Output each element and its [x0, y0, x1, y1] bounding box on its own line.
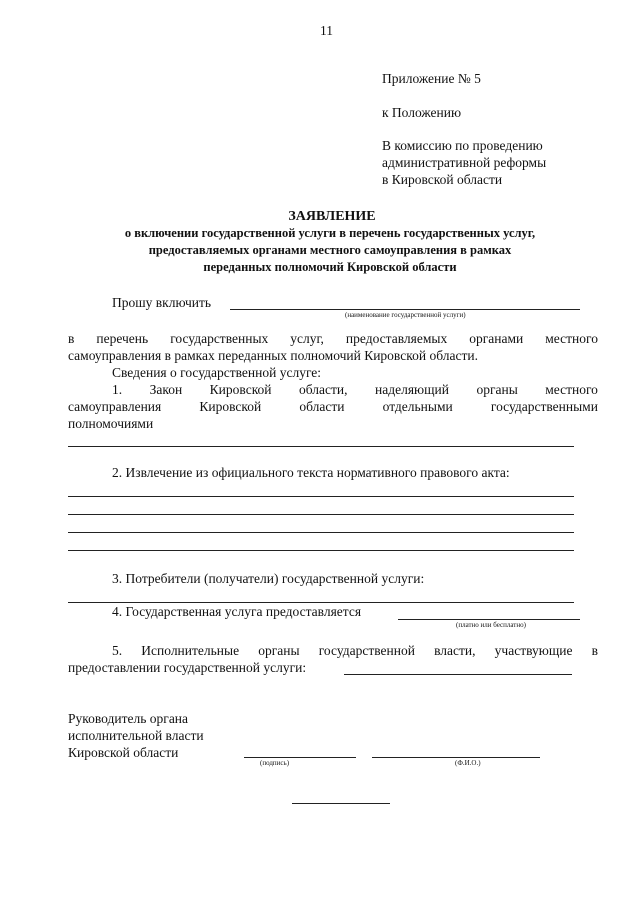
- recipient-block: [382, 137, 546, 188]
- signature-hint: (подпись): [260, 759, 290, 767]
- item1-line1: 1. Закон Кировской области, наделяющий органы местного: [112, 382, 598, 397]
- item3-label: 3. Потребители (получатели) государственной услуги:: [112, 571, 425, 586]
- document-subtitle: [60, 225, 600, 276]
- page-number: 11: [320, 23, 333, 38]
- appendix-reference: к Положению: [382, 105, 462, 120]
- request-label: Прошу включить: [112, 295, 212, 310]
- full-name-hint: (Ф.И.О.): [455, 759, 481, 767]
- item2-answer-line[interactable]: [68, 550, 574, 551]
- item4-label: 4. Государственная услуга предоставляется: [112, 604, 362, 619]
- document-title: ЗАЯВЛЕНИЕ: [288, 209, 376, 224]
- service-name-hint: (наименование государственной услуги): [345, 311, 466, 319]
- item1-line2: самоуправления Кировской области отдельными государственными: [68, 399, 598, 414]
- appendix-number: Приложение № 5: [382, 71, 481, 86]
- signer-line: исполнительной власти: [68, 728, 204, 743]
- subtitle-line: переданных полномочий Кировской области: [203, 260, 457, 274]
- item1-answer-line[interactable]: [68, 446, 574, 447]
- footer-divider: [292, 803, 390, 804]
- item5-line2: предоставлении государственной услуги:: [68, 660, 307, 675]
- item2-answer-line[interactable]: [68, 532, 574, 533]
- item4-answer-field[interactable]: [398, 619, 580, 620]
- recipient-line: административной реформы: [382, 155, 547, 170]
- item5-line1: 5. Исполнительные органы государственной власти, участвующие в: [112, 643, 598, 658]
- request-continuation-2: самоуправления в рамках переданных полномочий Кировской области.: [68, 348, 478, 363]
- item2-answer-line[interactable]: [68, 496, 574, 497]
- item2-answer-line[interactable]: [68, 514, 574, 515]
- full-name-field[interactable]: [372, 757, 540, 758]
- item4-hint: (платно или бесплатно): [456, 621, 526, 629]
- recipient-line: В комиссию по проведению: [382, 138, 543, 153]
- service-name-field[interactable]: [230, 309, 580, 310]
- signer-line: Кировской области: [68, 745, 179, 760]
- signature-field[interactable]: [244, 757, 356, 758]
- item1-line3: полномочиями: [68, 416, 154, 431]
- signature-block: [68, 710, 204, 761]
- item5-answer-field[interactable]: [344, 674, 572, 675]
- subtitle-line: о включении государственной услуги в перечень государственных услуг,: [124, 226, 536, 240]
- subtitle-line: предоставляемых органами местного самоуправления в рамках: [148, 243, 512, 257]
- signer-line: Руководитель органа: [68, 711, 189, 726]
- request-continuation: в перечень государственных услуг, предоставляемых органами местного: [68, 331, 598, 346]
- item2-label: 2. Извлечение из официального текста нормативного правового акта:: [112, 465, 510, 480]
- recipient-line: в Кировской области: [382, 172, 503, 187]
- info-heading: Сведения о государственной услуге:: [112, 365, 322, 380]
